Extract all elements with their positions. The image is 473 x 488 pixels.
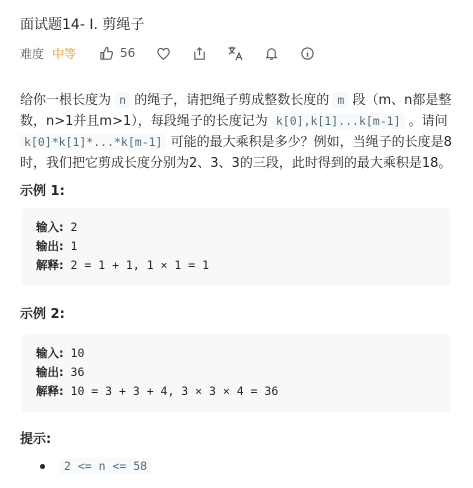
info-icon[interactable] [299, 45, 315, 61]
problem-meta-bar [20, 44, 335, 62]
difficulty-badge: 中等 [52, 46, 77, 61]
like-button[interactable] [98, 45, 135, 61]
difficulty-label: 难度 [20, 46, 45, 61]
example-1-block: 输入: 2 输出: 1 解释: 2 = 1 + 1, 1 × 1 = 1 [22, 208, 450, 286]
like-count: 56 [120, 46, 136, 60]
example-1-heading: 示例 1: [20, 184, 65, 199]
notification-icon[interactable] [263, 45, 279, 61]
heart-icon[interactable] [155, 45, 171, 61]
example-2-heading: 示例 2: [20, 307, 65, 322]
inline-code-m: m [333, 92, 348, 108]
inline-code-k-list: k[0],k[1]...k[m-1] [272, 113, 405, 129]
tips-list-item [40, 458, 151, 474]
share-icon[interactable] [191, 45, 207, 61]
example-2-block: 输入: 10 输出: 36 解释: 10 = 3 + 3 + 4, 3 × 3 × 4 = 36 [22, 334, 450, 412]
bullet-icon [40, 464, 45, 469]
tips-code: 2 <= n <= 58 [60, 458, 151, 474]
thumb-up-icon [98, 45, 114, 61]
tips-heading: 提示: [20, 432, 52, 447]
problem-title: 面试题14- I. 剪绳子 [20, 17, 145, 33]
problem-description: 给你一根长度为 n 的绳子，请把绳子剪成整数长度的 m 段（m、n都是整数，n>1并且m>1），每段绳子的长度记为 k[0],k[1]...k[m-1] 。请问 k[0]*k[1]*...*k[m-1] 可能的最大乘积是多少？例如，当绳子的长度是8时，我们把它剪成长度分别为2、3、3的三段，此时得到的最大乘积是18。 [20, 93, 452, 171]
inline-code-n: n [115, 92, 130, 108]
inline-code-k-product: k[0]*k[1]*...*k[m-1] [20, 134, 166, 150]
translate-icon[interactable] [227, 45, 243, 61]
